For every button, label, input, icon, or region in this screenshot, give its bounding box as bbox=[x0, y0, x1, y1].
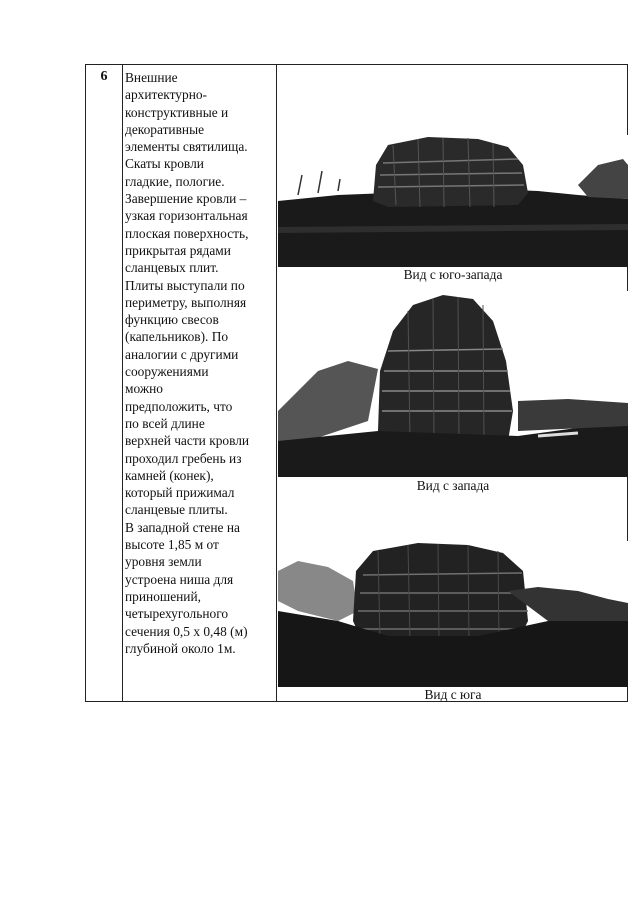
description-line: камней (конек), bbox=[125, 467, 214, 483]
description-line: (капельников). По bbox=[125, 329, 229, 345]
description-line: высоте 1,85 м от bbox=[125, 537, 219, 553]
description-line: уровня земли bbox=[125, 554, 202, 570]
description-line: глубиной около 1м. bbox=[125, 640, 236, 656]
row-number: 6 bbox=[100, 69, 108, 84]
photo-southwest-view bbox=[278, 135, 628, 267]
description-line: элементы святилища. bbox=[125, 139, 248, 155]
description-line: проходил гребень из bbox=[125, 450, 242, 466]
photo-caption: Вид с юга bbox=[424, 687, 482, 702]
description-line: функцию свесов bbox=[125, 312, 219, 328]
photo-south-view bbox=[278, 541, 628, 687]
description-line: периметру, выполняя bbox=[125, 294, 247, 310]
description-line: Плиты выступали по bbox=[125, 277, 245, 293]
description-line: сооружениями bbox=[125, 364, 209, 380]
description-line: устроена ниша для bbox=[125, 571, 234, 587]
photo-caption: Вид с юго-запада bbox=[403, 267, 503, 282]
column-divider bbox=[122, 65, 123, 701]
description-line: можно bbox=[125, 381, 163, 397]
description-line: плоская поверхность, bbox=[125, 225, 249, 241]
description-line: Скаты кровли bbox=[125, 156, 204, 172]
description-text bbox=[125, 69, 275, 657]
description-line: гладкие, пологие. bbox=[125, 173, 225, 189]
document-table bbox=[85, 64, 628, 702]
description-line: приношений, bbox=[125, 588, 201, 604]
description-line: четырехугольного bbox=[125, 606, 229, 622]
description-line: Завершение кровли – bbox=[125, 191, 247, 207]
description-line: сланцевые плиты. bbox=[125, 502, 228, 518]
description-line: декоративные bbox=[125, 121, 205, 137]
photo-west-view bbox=[278, 291, 628, 477]
description-line: архитектурно- bbox=[125, 87, 208, 103]
description-line: который прижимал bbox=[125, 485, 235, 501]
description-line: сечения 0,5 х 0,48 (м) bbox=[125, 623, 248, 639]
photo-caption: Вид с запада bbox=[416, 478, 490, 493]
description-line: конструктивные и bbox=[125, 104, 229, 120]
description-line: аналогии с другими bbox=[125, 346, 239, 362]
description-line: узкая горизонтальная bbox=[125, 208, 248, 224]
description-line: Внешние bbox=[125, 70, 178, 85]
description-line: предположить, что bbox=[125, 398, 233, 414]
description-line: по всей длине bbox=[125, 415, 205, 431]
description-line: прикрытая рядами bbox=[125, 242, 231, 258]
description-line: сланцевых плит. bbox=[125, 260, 219, 276]
column-divider bbox=[276, 65, 277, 701]
description-line: верхней части кровли bbox=[125, 433, 250, 449]
description-line: В западной стене на bbox=[125, 519, 240, 535]
